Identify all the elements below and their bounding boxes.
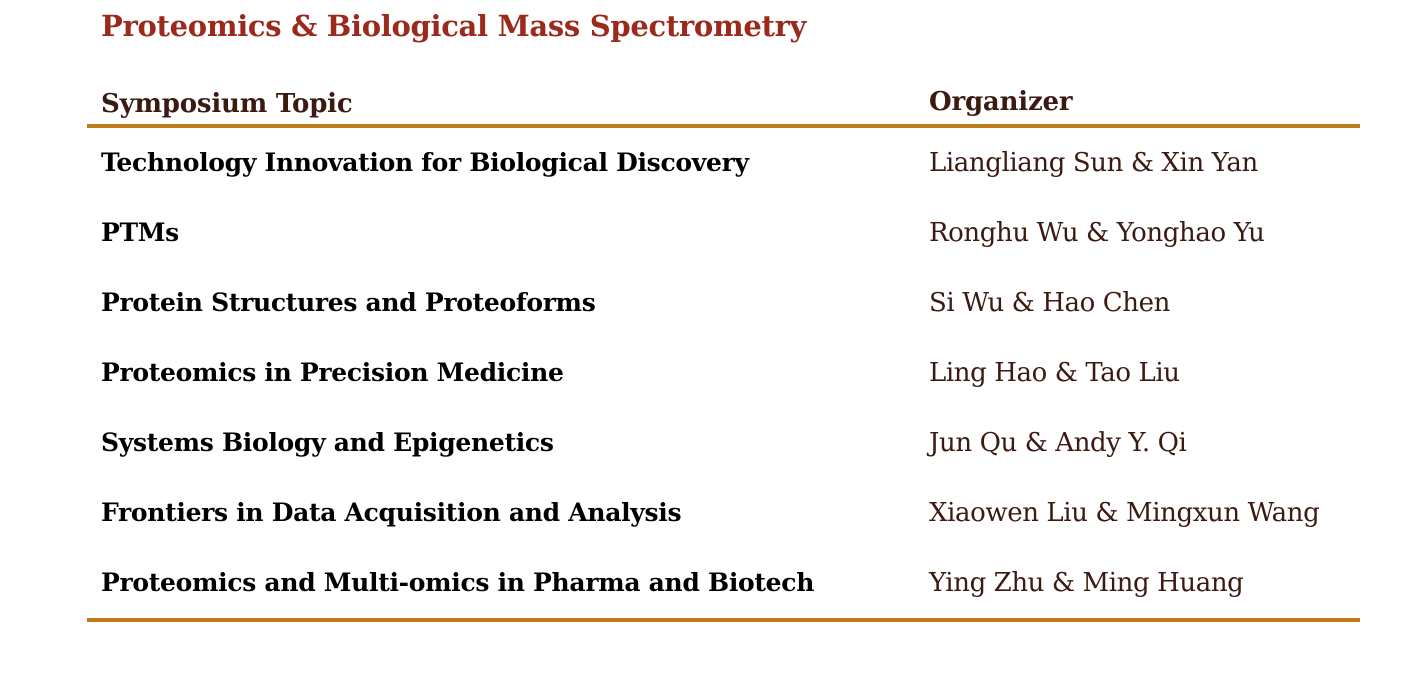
organizer-cell: Ronghu Wu & Yonghao Yu: [929, 218, 1265, 248]
table-row: [87, 198, 1360, 268]
topic-cell: Frontiers in Data Acquisition and Analysis: [101, 498, 682, 527]
topic-cell: Proteomics in Precision Medicine: [101, 358, 564, 387]
topic-cell: Protein Structures and Proteoforms: [101, 288, 596, 317]
organizer-cell: Ling Hao & Tao Liu: [929, 358, 1180, 388]
topic-cell: PTMs: [101, 218, 179, 247]
table-body: [87, 128, 1360, 622]
table-row: [87, 128, 1360, 198]
organizer-cell: Xiaowen Liu & Mingxun Wang: [929, 498, 1320, 528]
page-title: Proteomics & Biological Mass Spectrometry: [101, 9, 807, 43]
organizer-cell: Si Wu & Hao Chen: [929, 288, 1170, 318]
table-header-row: [87, 80, 1360, 128]
organizer-cell: Ying Zhu & Ming Huang: [929, 568, 1244, 598]
table-row: [87, 338, 1360, 408]
table-row: [87, 548, 1360, 618]
organizer-cell: Jun Qu & Andy Y. Qi: [929, 428, 1187, 458]
topic-cell: Systems Biology and Epigenetics: [101, 428, 554, 457]
table-row: [87, 408, 1360, 478]
symposium-table: [87, 80, 1360, 622]
organizer-cell: Liangliang Sun & Xin Yan: [929, 148, 1258, 178]
header-symposium-topic: Symposium Topic: [101, 89, 353, 119]
table-row: [87, 478, 1360, 548]
topic-cell: Proteomics and Multi-omics in Pharma and Biotech: [101, 568, 815, 597]
table-row: [87, 268, 1360, 338]
topic-cell: Technology Innovation for Biological Discovery: [101, 148, 749, 177]
header-organizer: Organizer: [929, 87, 1073, 117]
